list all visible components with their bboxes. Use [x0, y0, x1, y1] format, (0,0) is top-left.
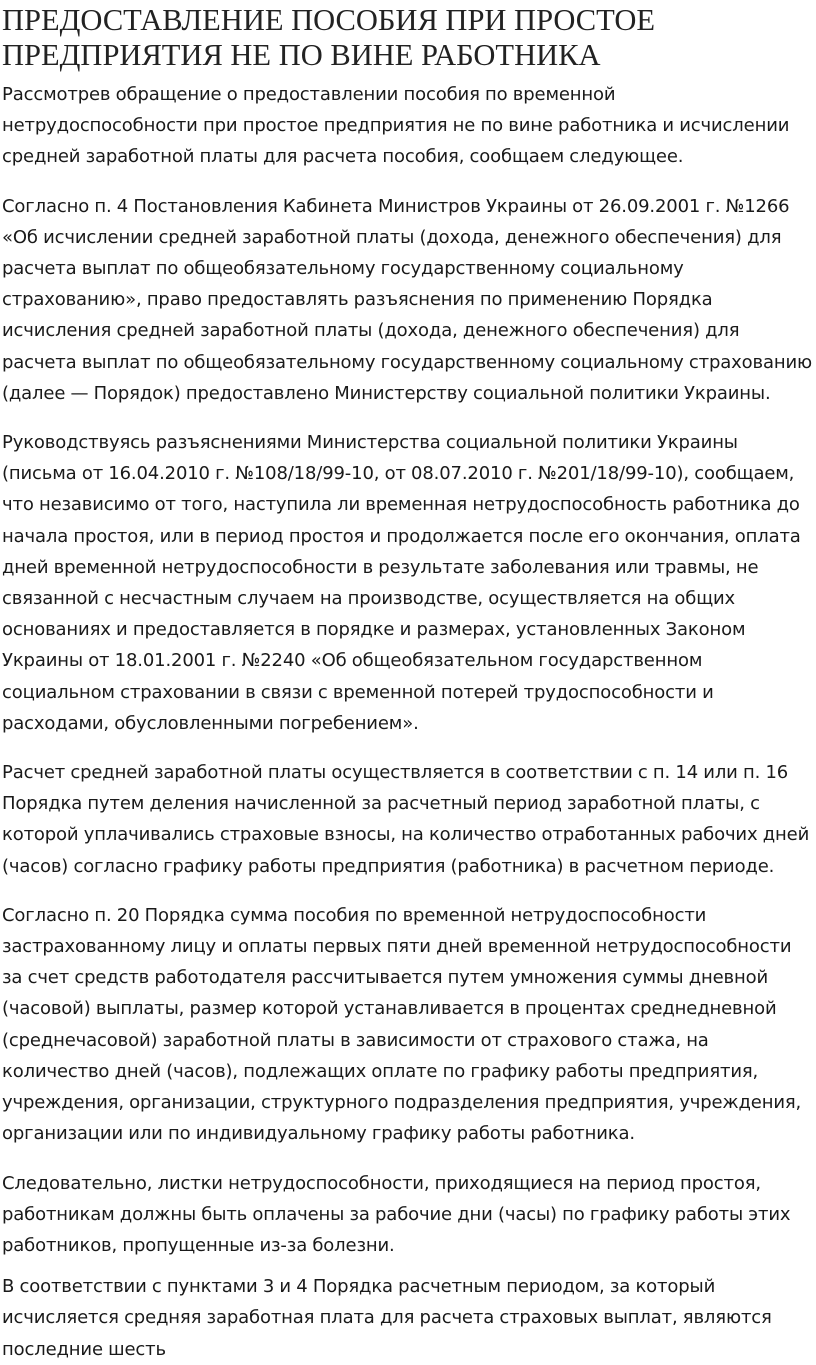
paragraph-calculation-period: В соответствии с пунктами 3 и 4 Порядка расчетным периодом, за который исчисляется средняя заработная плата для расчета страховых выплат, являются последние шесть	[2, 1276, 772, 1360]
paragraph-conclusion: Следовательно, листки нетрудоспособности, приходящиеся на период простоя, работникам должны быть оплачены за рабочие дни (часы) по графику работы этих работников, пропущенные из-за болезни.	[2, 1172, 791, 1256]
document-page	[2, 0, 814, 1365]
paragraph-benefit-amount: Согласно п. 20 Порядка сумма пособия по временной нетрудоспособности застрахованному лицу и оплаты первых пяти дней временной нетрудоспособности за счет средств работодателя рассчитывается путем умножения суммы дневной (часовой) выплаты, размер которой устанавливается в процентах среднедневной (среднечасовой) заработной платы в зависимости от страхового стажа, на количество дней (часов), подлежащих оплате по графику работы предприятия, учреждения, организации, структурного подразделения предприятия, учреждения, организации или по индивидуальному графику работы работника.	[2, 904, 802, 1145]
document-title: ПРЕДОСТАВЛЕНИЕ ПОСОБИЯ ПРИ ПРОСТОЕ ПРЕДПРИЯТИЯ НЕ ПО ВИНЕ РАБОТНИКА	[2, 3, 656, 72]
paragraph-average-salary-calculation: Расчет средней заработной платы осуществляется в соответствии с п. 14 или п. 16 Порядка путем деления начисленной за расчетный период заработной платы, с которой уплачивались страховые взносы, на количество отработанных рабочих дней (часов) согласно графику работы предприятия (работника) в расчетном периоде.	[2, 762, 810, 877]
paragraph-resolution-1266: Согласно п. 4 Постановления Кабинета Министров Украины от 26.09.2001 г. №1266 «Об исчислении средней заработной платы (дохода, денежного обеспечения) для расчета выплат по общеобязательному государственному социальному страхованию», право предоставлять разъяснения по применению Порядка исчисления средней заработной платы (дохода, денежного обеспечения) для расчета выплат по общеобязательному государственному социальному страхованию (далее — Порядок) предоставлено Министерству социальной политики Украины.	[2, 195, 813, 404]
paragraph-intro: Рассмотрев обращение о предоставлении пособия по временной нетрудоспособности при простое предприятия не по вине работника и исчислении средней заработной платы для расчета пособия, сообщаем следующее.	[2, 84, 790, 168]
paragraph-ministry-clarifications: Руководствуясь разъяснениями Министерства социальной политики Украины (письма от 16.04.2010 г. №108/18/99-10, от 08.07.2010 г. №201/18/99-10), сообщаем, что независимо от того, наступила ли временная нетрудоспособность работника до начала простоя, или в период простоя и продолжается после его окончания, оплата дней временной нетрудоспособности в результате заболевания или травмы, не связанной с несчастным случаем на производстве, осуществляется на общих основаниях и предоставляется в порядке и размерах, установленных Законом Украины от 18.01.2001 г. №2240 «Об общеобязательном государственном социальном страховании в связи с временной потерей трудоспособности и расходами, обусловленными погребением».	[2, 432, 801, 734]
